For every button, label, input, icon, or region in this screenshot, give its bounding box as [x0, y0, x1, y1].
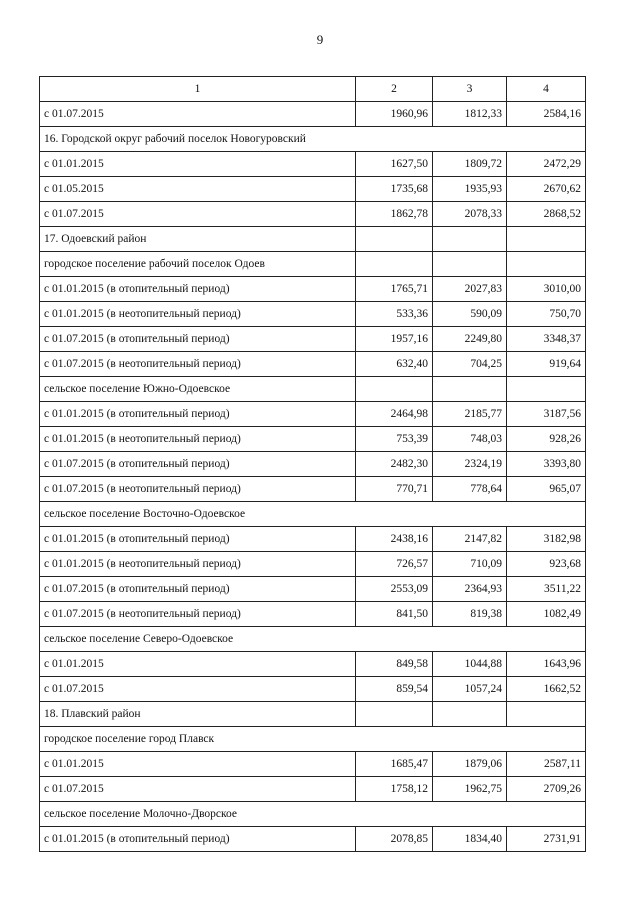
row-label-cell: с 01.01.2015 (в неотопительный период): [40, 302, 356, 327]
row-label-cell: с 01.01.2015 (в отопительный период): [40, 827, 356, 852]
row-label-cell: с 01.07.2015: [40, 677, 356, 702]
value-cell-col3: 1809,72: [433, 152, 507, 177]
value-cell-col4: 3010,00: [507, 277, 586, 302]
header-cell-1: 1: [40, 77, 356, 102]
header-cell-2: 2: [356, 77, 433, 102]
value-cell-col4: 2472,29: [507, 152, 586, 177]
table-row: [40, 677, 586, 702]
header-cell-4: 4: [507, 77, 586, 102]
value-cell-col3: 1834,40: [433, 827, 507, 852]
row-label-cell: с 01.07.2015: [40, 102, 356, 127]
row-label-cell: с 01.01.2015: [40, 652, 356, 677]
value-cell-col4: 3511,22: [507, 577, 586, 602]
value-cell-col2: 2553,09: [356, 577, 433, 602]
value-cell-col2: 1765,71: [356, 277, 433, 302]
value-cell-col3: 1935,93: [433, 177, 507, 202]
value-cell-col4: 1643,96: [507, 652, 586, 677]
value-cell-col2: 2078,85: [356, 827, 433, 852]
row-label-cell: сельское поселение Южно-Одоевское: [40, 377, 356, 402]
table-row: [40, 327, 586, 352]
table-row: [40, 402, 586, 427]
page-number: 9: [316, 32, 324, 47]
table-row: [40, 652, 586, 677]
value-cell-col2: 2464,98: [356, 402, 433, 427]
value-cell-col4: 2868,52: [507, 202, 586, 227]
table-row: [40, 602, 586, 627]
table-section-row: [40, 627, 586, 652]
value-cell-col3: 2364,93: [433, 577, 507, 602]
table-row: [40, 527, 586, 552]
value-cell-col2: 849,58: [356, 652, 433, 677]
value-cell-col2: 1758,12: [356, 777, 433, 802]
row-label-cell: с 01.07.2015 (в неотопительный период): [40, 602, 356, 627]
value-cell-col4: 965,07: [507, 477, 586, 502]
value-cell-col3: 590,09: [433, 302, 507, 327]
row-label-cell: с 01.07.2015 (в отопительный период): [40, 577, 356, 602]
row-label-cell: с 01.01.2015 (в неотопительный период): [40, 427, 356, 452]
table-section-row: [40, 802, 586, 827]
row-label-cell: с 01.01.2015: [40, 752, 356, 777]
row-label-cell: городское поселение рабочий поселок Одоев: [40, 252, 356, 277]
header-cell-3: 3: [433, 77, 507, 102]
value-cell-col2: [356, 702, 433, 727]
table-row: [40, 352, 586, 377]
value-cell-col2: 770,71: [356, 477, 433, 502]
row-label-cell: с 01.07.2015 (в отопительный период): [40, 327, 356, 352]
table-row: [40, 177, 586, 202]
row-label-cell: с 01.07.2015: [40, 777, 356, 802]
value-cell-col3: 2027,83: [433, 277, 507, 302]
value-cell-col4: [507, 377, 586, 402]
value-cell-col3: 2185,77: [433, 402, 507, 427]
row-label-cell: с 01.01.2015 (в отопительный период): [40, 402, 356, 427]
table-row: [40, 427, 586, 452]
value-cell-col3: 1879,06: [433, 752, 507, 777]
table-row: [40, 452, 586, 477]
value-cell-col2: 726,57: [356, 552, 433, 577]
table-section-row: [40, 502, 586, 527]
value-cell-col3: 778,64: [433, 477, 507, 502]
table-row: [40, 377, 586, 402]
row-label-cell: с 01.07.2015: [40, 202, 356, 227]
table-row: [40, 152, 586, 177]
value-cell-col4: 750,70: [507, 302, 586, 327]
value-cell-col3: 1044,88: [433, 652, 507, 677]
row-label-cell: с 01.07.2015 (в неотопительный период): [40, 477, 356, 502]
section-title-cell: сельское поселение Восточно-Одоевское: [40, 502, 586, 527]
table-body: [40, 77, 586, 852]
section-title-cell: сельское поселение Молочно-Дворское: [40, 802, 586, 827]
value-cell-col2: 533,36: [356, 302, 433, 327]
value-cell-col3: 2249,80: [433, 327, 507, 352]
value-cell-col2: 1735,68: [356, 177, 433, 202]
value-cell-col2: 1960,96: [356, 102, 433, 127]
value-cell-col4: [507, 227, 586, 252]
value-cell-col2: [356, 227, 433, 252]
value-cell-col2: 1685,47: [356, 752, 433, 777]
table-header-row: [40, 77, 586, 102]
value-cell-col4: 1082,49: [507, 602, 586, 627]
table-row: [40, 827, 586, 852]
value-cell-col4: 3348,37: [507, 327, 586, 352]
value-cell-col4: 2587,11: [507, 752, 586, 777]
value-cell-col3: 819,38: [433, 602, 507, 627]
value-cell-col4: 2670,62: [507, 177, 586, 202]
value-cell-col4: 919,64: [507, 352, 586, 377]
value-cell-col2: 753,39: [356, 427, 433, 452]
table-row: [40, 252, 586, 277]
value-cell-col2: 1627,50: [356, 152, 433, 177]
table-row: [40, 777, 586, 802]
value-cell-col2: 2438,16: [356, 527, 433, 552]
section-title-cell: сельское поселение Северо-Одоевское: [40, 627, 586, 652]
value-cell-col2: 632,40: [356, 352, 433, 377]
value-cell-col4: [507, 252, 586, 277]
row-label-cell: с 01.07.2015 (в отопительный период): [40, 452, 356, 477]
value-cell-col2: 2482,30: [356, 452, 433, 477]
value-cell-col4: 2709,26: [507, 777, 586, 802]
value-cell-col2: 1862,78: [356, 202, 433, 227]
value-cell-col4: 2731,91: [507, 827, 586, 852]
table-row: [40, 302, 586, 327]
value-cell-col3: 748,03: [433, 427, 507, 452]
row-label-cell: 17. Одоевский район: [40, 227, 356, 252]
table-section-row: [40, 727, 586, 752]
value-cell-col3: 1057,24: [433, 677, 507, 702]
value-cell-col3: 1962,75: [433, 777, 507, 802]
value-cell-col3: 1812,33: [433, 102, 507, 127]
value-cell-col3: 2147,82: [433, 527, 507, 552]
value-cell-col4: 3393,80: [507, 452, 586, 477]
value-cell-col3: 2324,19: [433, 452, 507, 477]
value-cell-col3: 704,25: [433, 352, 507, 377]
table-row: [40, 227, 586, 252]
row-label-cell: с 01.01.2015 (в неотопительный период): [40, 552, 356, 577]
row-label-cell: с 01.01.2015 (в отопительный период): [40, 527, 356, 552]
table-section-row: [40, 127, 586, 152]
table-row: [40, 552, 586, 577]
value-cell-col3: 2078,33: [433, 202, 507, 227]
table-row: [40, 277, 586, 302]
value-cell-col4: 2584,16: [507, 102, 586, 127]
table-row: [40, 752, 586, 777]
value-cell-col3: [433, 377, 507, 402]
table-row: [40, 102, 586, 127]
table-row: [40, 577, 586, 602]
table-row: [40, 477, 586, 502]
section-title-cell: 16. Городской округ рабочий поселок Новогуровский: [40, 127, 586, 152]
table-row: [40, 702, 586, 727]
value-cell-col2: 859,54: [356, 677, 433, 702]
value-cell-col4: [507, 702, 586, 727]
value-cell-col2: 841,50: [356, 602, 433, 627]
value-cell-col4: 1662,52: [507, 677, 586, 702]
row-label-cell: с 01.05.2015: [40, 177, 356, 202]
value-cell-col2: [356, 252, 433, 277]
value-cell-col2: [356, 377, 433, 402]
section-title-cell: городское поселение город Плавск: [40, 727, 586, 752]
value-cell-col3: [433, 252, 507, 277]
row-label-cell: с 01.01.2015 (в отопительный период): [40, 277, 356, 302]
value-cell-col4: 923,68: [507, 552, 586, 577]
tariff-table: [39, 76, 586, 852]
table-row: [40, 202, 586, 227]
value-cell-col3: 710,09: [433, 552, 507, 577]
value-cell-col4: 928,26: [507, 427, 586, 452]
value-cell-col2: 1957,16: [356, 327, 433, 352]
row-label-cell: 18. Плавский район: [40, 702, 356, 727]
value-cell-col4: 3182,98: [507, 527, 586, 552]
row-label-cell: с 01.01.2015: [40, 152, 356, 177]
value-cell-col3: [433, 227, 507, 252]
value-cell-col4: 3187,56: [507, 402, 586, 427]
row-label-cell: с 01.07.2015 (в неотопительный период): [40, 352, 356, 377]
value-cell-col3: [433, 702, 507, 727]
